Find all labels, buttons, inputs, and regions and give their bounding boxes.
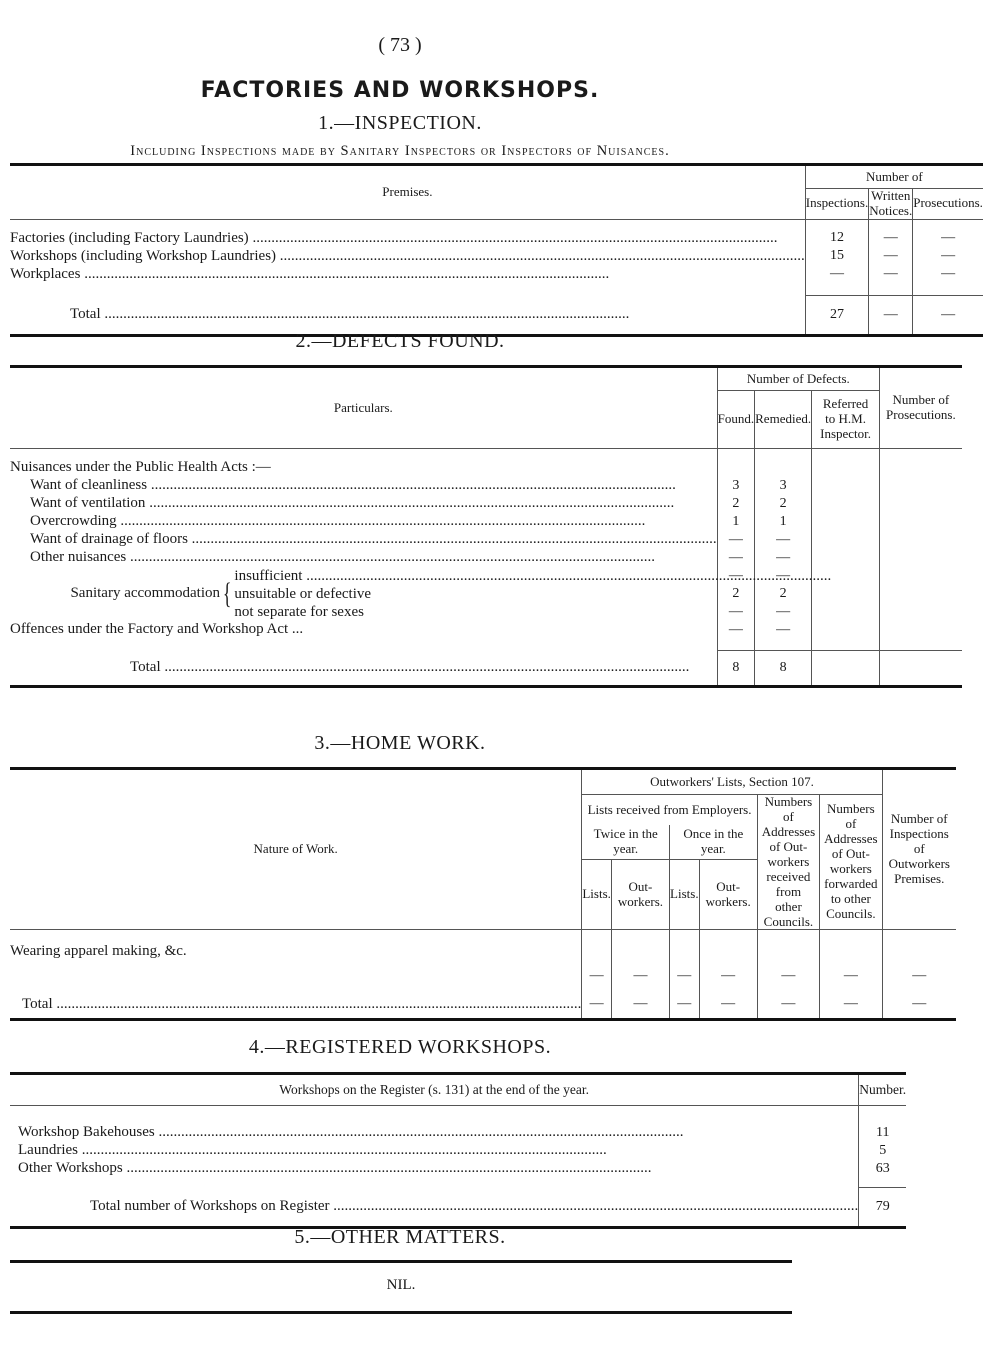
total-value: — [757, 990, 819, 1020]
cell-remedied: — [755, 531, 812, 549]
table-row [10, 1160, 906, 1178]
total-value: — [820, 990, 882, 1020]
total-value: — [670, 990, 700, 1020]
table-row [10, 567, 962, 585]
header-referred: Referred to H.M. Inspector. [812, 391, 880, 449]
cell-remedied: — [755, 621, 812, 639]
cell-remedied: 1 [755, 513, 812, 531]
total-inspections: 27 [805, 295, 868, 335]
cell-found: — [717, 567, 754, 585]
header-number-of: Number of [805, 165, 983, 189]
cell-number: 11 [859, 1124, 906, 1142]
header-workshops-on-register: Workshops on the Register (s. 131) at the end of the year. [10, 1074, 859, 1106]
row-label: Workplaces [10, 265, 81, 282]
header-twice-in-year: Twice in the year. [582, 825, 670, 859]
header-remedied: Remedied. [755, 391, 812, 449]
section-4-title: 4.—REGISTERED WORKSHOPS. [248, 1036, 552, 1058]
total-value: — [582, 990, 612, 1020]
header-found: Found. [717, 391, 754, 449]
cell-value: — [670, 930, 700, 990]
table-row [10, 1124, 906, 1142]
header-outworkers-lists: Outworkers' Lists, Section 107. [582, 769, 882, 795]
total-label: Total [22, 995, 53, 1012]
row-label: unsuitable or defective [234, 585, 372, 602]
cell-value: — [882, 930, 956, 990]
total-label: Total [130, 659, 161, 676]
table-row [10, 549, 962, 567]
total-value: — [699, 990, 757, 1020]
page-title: FACTORIES AND WORKSHOPS. [200, 78, 600, 103]
cell-remedied: 2 [755, 585, 812, 603]
table-row [10, 495, 962, 513]
cell-inspections: 15 [805, 247, 868, 265]
cell-number: 63 [859, 1160, 906, 1178]
cell-notices: — [869, 265, 913, 283]
row-label: Want of drainage of floors [30, 531, 188, 547]
cell-value: — [699, 930, 757, 990]
cell-value: — [757, 930, 819, 990]
total-row [10, 990, 956, 1020]
header-addresses-forwarded: Numbers of Addresses of Out-workers forwarded to other Councils. [820, 795, 882, 930]
cell-inspections: 12 [805, 229, 868, 247]
total-prosecutions: — [913, 295, 983, 335]
total-found: 8 [717, 651, 754, 687]
page-number: ( 73 ) [378, 34, 422, 56]
cell-value: — [820, 930, 882, 990]
cell-found: — [717, 603, 754, 621]
cell-found: — [717, 621, 754, 639]
defects-table [10, 365, 962, 688]
section-1-subtitle: Including Inspections made by Sanitary Inspectors or Inspectors of Nuisances. [130, 143, 670, 159]
table-row [10, 621, 962, 639]
other-matters-body: NIL. [10, 1260, 792, 1314]
header-number: Number. [859, 1074, 906, 1106]
total-row [10, 651, 962, 687]
row-label: Want of ventilation [30, 495, 146, 511]
cell-found: 3 [717, 477, 754, 495]
table-row [10, 531, 962, 549]
header-particulars: Particulars. [10, 367, 717, 449]
cell-prosecutions: — [913, 247, 983, 265]
cell-number: 5 [859, 1142, 906, 1160]
cell-remedied: 3 [755, 477, 812, 495]
total-value: — [611, 990, 669, 1020]
cell-remedied: — [755, 549, 812, 567]
row-label: Wearing apparel making, &c. [10, 943, 187, 960]
header-outworkers: Out-workers. [699, 859, 757, 930]
row-label: Other nuisances [30, 549, 127, 565]
cell-prosecutions: — [913, 229, 983, 247]
registered-workshops-table [10, 1072, 906, 1229]
cell-value: — [582, 930, 612, 990]
cell-notices: — [869, 247, 913, 265]
total-value: — [882, 990, 956, 1020]
cell-found: 1 [717, 513, 754, 531]
row-label: Workshop Bakehouses [18, 1124, 155, 1140]
section-5-title: 5.—OTHER MATTERS. [294, 1226, 506, 1248]
row-label: insufficient [234, 567, 303, 584]
header-nature-of-work: Nature of Work. [10, 769, 582, 930]
total-notices: — [869, 295, 913, 335]
row-label: Other Workshops [18, 1160, 123, 1176]
header-once-in-year: Once in the year. [670, 825, 758, 859]
table-row [10, 247, 983, 265]
row-label: Offences under the Factory and Workshop Act ... [10, 621, 304, 637]
header-number-of-defects: Number of Defects. [717, 367, 879, 391]
table-row [10, 229, 983, 247]
row-label: Laundries [18, 1142, 78, 1158]
cell-notices: — [869, 229, 913, 247]
home-work-table [10, 767, 956, 1021]
cell-found: — [717, 549, 754, 567]
header-addresses-received: Numbers of Addresses of Out-workers received from other Councils. [757, 795, 819, 930]
brace-icon: { [222, 577, 232, 610]
header-written-notices: Written Notices. [869, 188, 913, 218]
header-outworkers: Out-workers. [611, 859, 669, 930]
header-prosecutions: Prosecutions. [913, 189, 983, 220]
table-row [10, 477, 962, 495]
cell-inspections: — [805, 265, 868, 283]
row-label: not separate for sexes [234, 603, 364, 620]
total-number: 79 [859, 1188, 906, 1228]
header-inspections: Inspections. [805, 189, 868, 220]
total-label: Total [70, 306, 101, 323]
cell-value: — [611, 930, 669, 990]
cell-remedied: — [755, 603, 812, 621]
table-row [10, 1142, 906, 1160]
total-remedied: 8 [755, 651, 812, 687]
cell-prosecutions: — [913, 265, 983, 283]
nuisances-intro: Nuisances under the Public Health Acts :— [10, 459, 271, 475]
section-2-title: 2.—DEFECTS FOUND. [295, 330, 505, 352]
cell-found: 2 [717, 585, 754, 603]
total-label: Total number of Workshops on Register [90, 1198, 330, 1215]
table-row [10, 930, 956, 990]
header-lists-received: Lists received from Employers. [582, 795, 757, 826]
header-lists: Lists. [670, 859, 700, 930]
row-label: Factories (including Factory Laundries) [10, 229, 249, 246]
row-label: Want of cleanliness [30, 477, 148, 493]
section-1-title: 1.—INSPECTION. [318, 112, 482, 134]
total-row [10, 1188, 906, 1228]
cell-remedied: — [755, 567, 812, 585]
cell-remedied: 2 [755, 495, 812, 513]
cell-found: — [717, 531, 754, 549]
header-premises: Premises. [10, 165, 805, 220]
inspection-table [10, 163, 983, 337]
section-3-title: 3.—HOME WORK. [314, 732, 486, 754]
header-lists: Lists. [582, 859, 612, 930]
header-inspections: Number of Inspections of Outworkers Premises. [882, 769, 956, 930]
cell-found: 2 [717, 495, 754, 513]
table-row [10, 265, 983, 283]
sanitary-label: Sanitary accommodation [70, 585, 220, 601]
header-number-of-prosecutions: Number of Prosecutions. [880, 367, 962, 449]
table-row [10, 513, 962, 531]
row-label: Workshops (including Workshop Laundries) [10, 247, 277, 264]
row-label: Overcrowding [30, 513, 117, 529]
